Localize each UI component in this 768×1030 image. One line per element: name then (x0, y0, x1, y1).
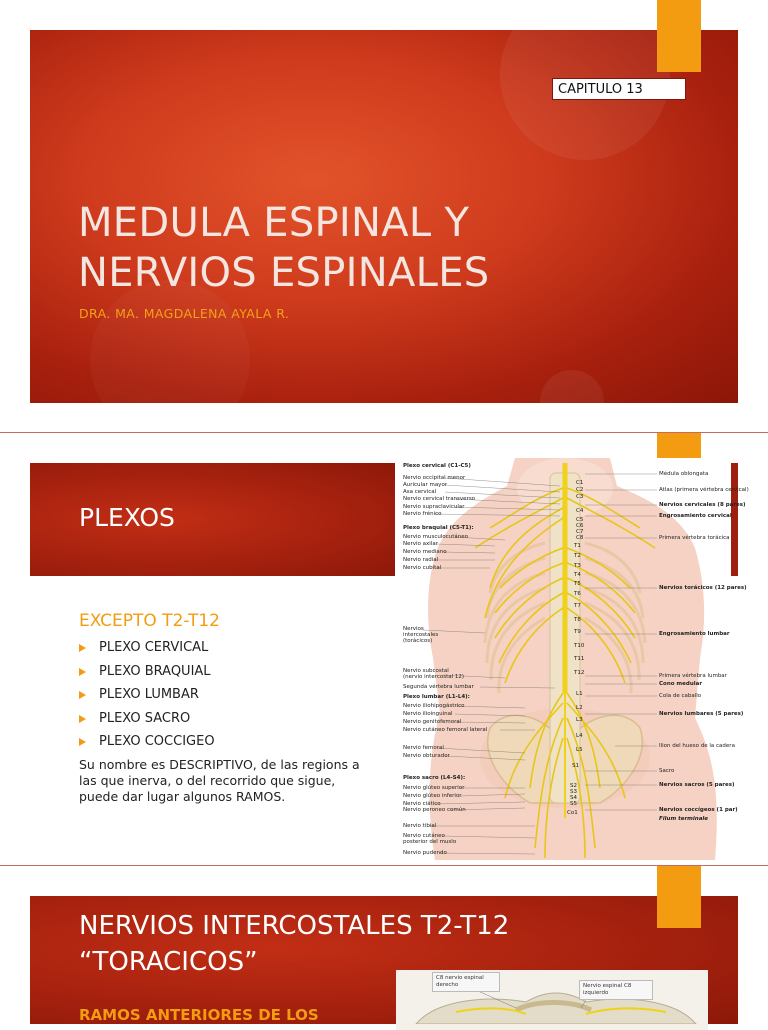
list-item (79, 707, 215, 731)
vertebra-label: S3 (570, 789, 577, 795)
figure-label: Nervio occipital menor (403, 475, 466, 481)
slide-divider (0, 865, 768, 866)
decor-bubble (540, 370, 604, 434)
figure-label: Nervio femoral (403, 745, 444, 751)
vertebra-label: L5 (576, 747, 583, 753)
bullet-arrow-icon (79, 715, 86, 723)
figure-label: Nervio cutáneo femoral lateral (403, 727, 488, 733)
figure-label: Nervio mediano (403, 549, 447, 555)
figure-label: Nervio supraclavicular (403, 504, 465, 510)
bullet-text: PLEXO SACRO (99, 710, 191, 726)
figure-label: Nervio genitofemoral (403, 719, 462, 725)
vertebra-label: T3 (574, 563, 581, 569)
vertebra-label: T2 (574, 553, 581, 559)
figure-label: Plexo cervical (C1-C5) (403, 463, 471, 469)
callout-text: Nervio espinal C8 (583, 983, 632, 989)
vertebra-label: C2 (576, 487, 584, 493)
figure-label: Nervio subcostal (403, 668, 449, 674)
figure-label: Asa cervical (403, 489, 437, 495)
title-line-2: “TORACICOS” (79, 947, 258, 977)
figure-label: Nervio iliohipogástrico (403, 703, 465, 709)
title-line-1: NERVIOS INTERCOSTALES T2-T12 (79, 911, 510, 941)
callout-text: derecho (436, 982, 459, 988)
orange-tab (657, 0, 701, 72)
title-line-2: NERVIOS ESPINALES (78, 250, 490, 296)
slide-subtitle: EXCEPTO T2-T12 (79, 611, 220, 631)
vertebra-label: L1 (576, 691, 583, 697)
list-item (79, 636, 215, 660)
vertebra-label: T9 (574, 629, 581, 635)
vertebra-label: L2 (576, 705, 583, 711)
figure-label: Nervios coccígeos (1 par) (659, 807, 738, 813)
list-item (79, 660, 215, 684)
vertebra-label: T8 (574, 617, 581, 623)
bullet-arrow-icon (79, 691, 86, 699)
title-line-1: MEDULA ESPINAL Y (78, 200, 470, 246)
vertebra-label: T10 (574, 643, 585, 649)
bullet-list (79, 636, 215, 754)
vertebra-label: L4 (576, 733, 583, 739)
figure-label: Nervio tibial (403, 823, 437, 829)
figure-label: Nervio frénico (403, 511, 442, 517)
vertebra-label: T1 (574, 543, 581, 549)
bullet-text: PLEXO LUMBAR (99, 687, 199, 702)
figure-callout (432, 972, 500, 992)
vertebra-label: C5 (576, 517, 584, 523)
figure-label: Engrosamiento lumbar (659, 631, 730, 637)
figure-label: Nervio cubital (403, 565, 442, 571)
vertebra-label: C3 (576, 494, 584, 500)
vertebra-label: T12 (574, 670, 585, 676)
figure-label: Plexo sacro (L4-S4): (403, 775, 466, 781)
slide-subtitle: RAMOS ANTERIORES DE LOS (79, 1006, 319, 1024)
callout-text: izquierdo (583, 990, 609, 996)
figure-label: Nervio axilar (403, 541, 438, 547)
bullet-arrow-icon (79, 668, 86, 676)
decor-bubble (90, 280, 250, 440)
vertebra-label: T4 (574, 572, 581, 578)
orange-tab (657, 866, 701, 928)
bullet-text: PLEXO COCCIGEO (99, 734, 215, 749)
slide-divider (0, 432, 768, 433)
vertebra-label: T7 (574, 603, 581, 609)
figure-label: posterior del muslo (403, 839, 457, 845)
figure-callout (579, 980, 653, 1000)
list-item (79, 730, 215, 754)
figure-label: Nervio obturador (403, 753, 450, 759)
chapter-label: CAPITULO 13 (552, 78, 686, 100)
vertebra-label: T6 (574, 591, 581, 597)
spinal-nerves-figure (395, 458, 749, 860)
thorax-figure (396, 970, 708, 1030)
figure-label: Segunda vértebra lumbar (403, 684, 474, 690)
slide-title: PLEXOS (79, 503, 175, 532)
figure-label: Nervios cervicales (8 pares) (659, 502, 746, 508)
author: DRA. MA. MAGDALENA AYALA R. (79, 306, 290, 321)
figure-label: Nervios lumbares (5 pares) (659, 711, 744, 717)
vertebra-label: T11 (574, 656, 585, 662)
vertebra-label: L3 (576, 717, 583, 723)
figure-label: Nervio pudendo (403, 850, 447, 856)
figure-label: Nervios (403, 626, 424, 632)
vertebra-label: C1 (576, 480, 584, 486)
bullet-arrow-icon (79, 644, 86, 652)
figure-label: Nervios torácicos (12 pares) (659, 585, 747, 591)
vertebra-label: S2 (570, 783, 577, 789)
figure-label: Cono medular (659, 681, 703, 687)
figure-label: Primera vértebra torácica (659, 535, 730, 541)
description-text: Su nombre es DESCRIPTIVO, de las regions a las que inerva, o del recorrido que sigue, puede dar lugar algunos RAMOS. (79, 757, 360, 804)
vertebra-label: C7 (576, 529, 584, 535)
figure-label: Plexo braquial (C5-T1): (403, 525, 474, 531)
list-item (79, 683, 215, 707)
bullet-text: PLEXO CERVICAL (99, 640, 209, 655)
figure-label: Nervio cutáneo (403, 833, 445, 839)
vertebra-label: C8 (576, 535, 584, 541)
slide-title (78, 198, 638, 298)
vertebra-label: C4 (576, 508, 584, 514)
figure-label: Nervio glúteo superior (403, 785, 465, 791)
figure-label: Engrosamiento cervical (659, 513, 732, 519)
figure-label: Nervio glúteo inferior (403, 793, 462, 799)
figure-label: Médula oblongata (659, 471, 709, 477)
figure-label: Nervios sacros (5 pares) (659, 782, 735, 788)
vertebra-label: C6 (576, 523, 584, 529)
figure-label: Nervio ilioinguinal (403, 711, 453, 717)
bullet-arrow-icon (79, 738, 86, 746)
figure-label: Nervio cervical transverso (403, 496, 476, 502)
vertebra-label: T5 (574, 581, 581, 587)
figure-label: Cola de caballo (659, 693, 702, 699)
figure-label: (nervio intercostal 12) (403, 674, 465, 680)
figure-label: Ilion del hueso de la cadera (659, 743, 735, 749)
figure-label: intercostales (403, 632, 439, 638)
figure-label: Auricular mayor (403, 482, 448, 488)
vertebra-label: Co1 (567, 810, 578, 816)
vertebra-label: S1 (572, 763, 579, 769)
figure-label: Nervio ciático (403, 801, 441, 807)
callout-text: C8 nervio espinal (436, 975, 484, 981)
bullet-text: PLEXO BRAQUIAL (99, 663, 211, 679)
figure-label: Nervio peroneo común (403, 807, 466, 813)
figure-label: Nervio musculocutáneo (403, 534, 469, 540)
figure-label: Atlas (primera vértebra cervical) (659, 487, 749, 493)
figure-label: Primera vértebra lumbar (659, 673, 727, 679)
vertebra-label: S4 (570, 795, 577, 801)
figure-label: Filum terminale (659, 816, 709, 822)
figure-label: (torácicos) (403, 638, 433, 644)
figure-label: Nervio radial (403, 557, 439, 563)
figure-label: Plexo lumbar (L1-L4): (403, 694, 470, 700)
figure-label: Sacro (659, 768, 675, 774)
vertebra-label: S5 (570, 801, 577, 807)
